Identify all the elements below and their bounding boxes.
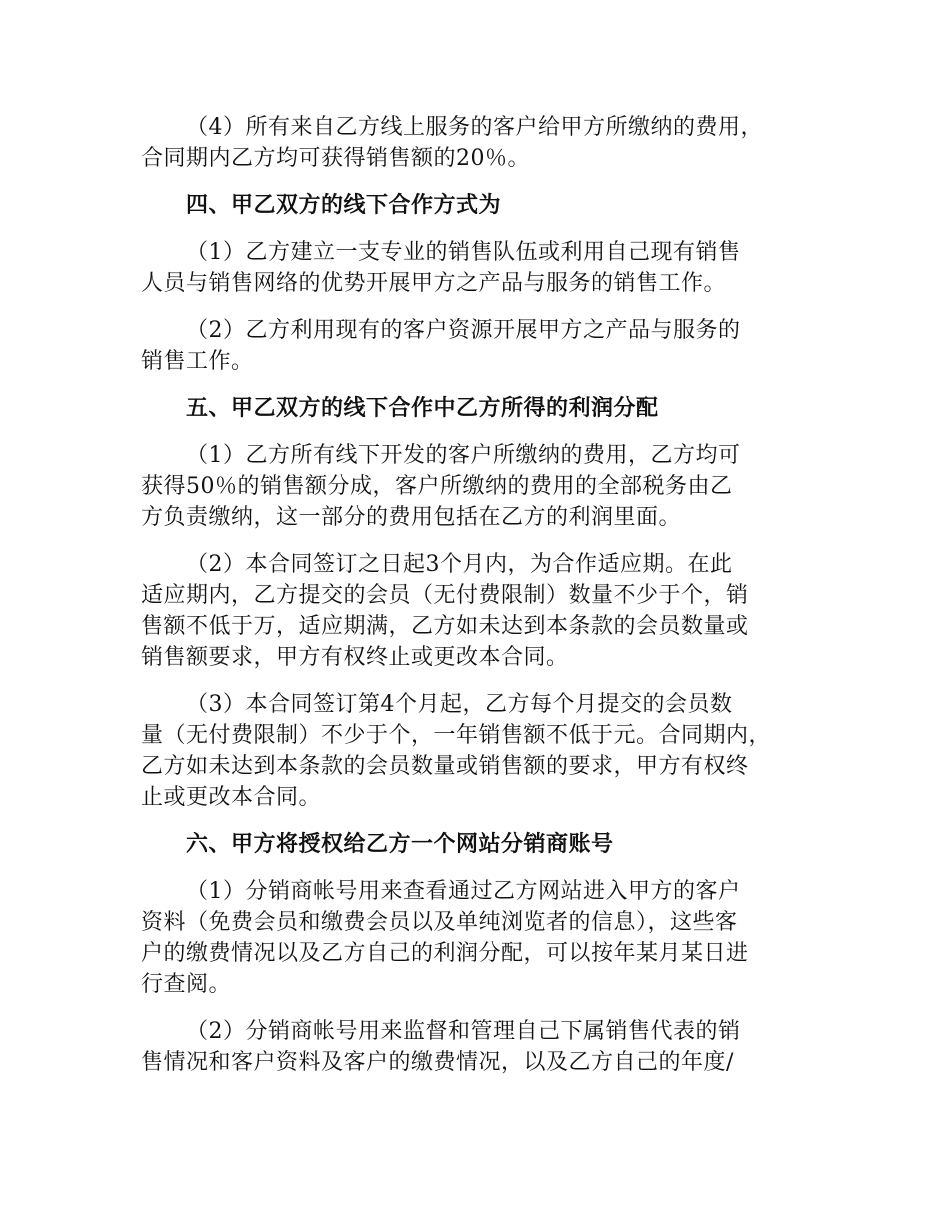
paragraph-account-1 xyxy=(141,876,831,1000)
text-line: 乙方如未达到本条款的会员数量或销售额的要求，甲方有权终 xyxy=(141,754,749,779)
text-line: 售情况和客户资料及客户的缴费情况，以及乙方自己的年度/ xyxy=(141,1050,734,1075)
paragraph-online-fee xyxy=(141,112,831,174)
text-line: 资料（免费会员和缴费会员以及单纯浏览者的信息），这些客 xyxy=(141,910,738,935)
text-line: 行查阅。 xyxy=(141,972,232,997)
section-heading-5: 五、甲乙双方的线下合作中乙方所得的利润分配 xyxy=(186,395,659,421)
paragraph-profit-3 xyxy=(141,689,831,813)
text-line: 销售额要求，甲方有权终止或更改本合同。 xyxy=(141,645,569,670)
text-line: 销售工作。 xyxy=(141,349,254,374)
text-line: 户的缴费情况以及乙方自己的利润分配，可以按年某月某日进 xyxy=(141,941,749,966)
text-line: 合同期内乙方均可获得销售额的20％。 xyxy=(141,146,530,171)
text-line: 售额不低于万，适应期满，乙方如未达到本条款的会员数量或 xyxy=(141,614,749,639)
text-line: 方负责缴纳，这一部分的费用包括在乙方的利润里面。 xyxy=(141,505,682,530)
paragraph-offline-2 xyxy=(141,315,831,377)
text-line: （2）本合同签订之日起3个月内，为合作适应期。在此 xyxy=(186,552,733,577)
text-line: 获得50％的销售额分成，客户所缴纳的费用的全部税务由乙 xyxy=(141,474,733,499)
paragraph-profit-2 xyxy=(141,549,831,673)
text-line: （3）本合同签订第4个月起，乙方每个月提交的会员数 xyxy=(186,692,733,717)
text-line: 人员与销售网络的优势开展甲方之产品与服务的销售工作。 xyxy=(141,271,727,296)
text-line: （2）乙方利用现有的客户资源开展甲方之产品与服务的 xyxy=(186,318,741,343)
text-line: （1）乙方所有线下开发的客户所缴纳的费用，乙方均可 xyxy=(186,443,741,468)
document-body xyxy=(141,112,831,1094)
section-heading-6: 六、甲方将授权给乙方一个网站分销商账号 xyxy=(186,831,614,857)
paragraph-account-2 xyxy=(141,1016,831,1078)
text-line: （1）乙方建立一支专业的销售队伍或利用自己现有销售 xyxy=(186,240,741,265)
text-line: 量（无付费限制）不少于个，一年销售额不低于元。合同期内， xyxy=(141,723,772,748)
text-line: （4）所有来自乙方线上服务的客户给甲方所缴纳的费用， xyxy=(186,115,763,140)
text-line: 止或更改本合同。 xyxy=(141,785,322,810)
text-line: （2）分销商帐号用来监督和管理自己下属销售代表的销 xyxy=(186,1019,741,1044)
text-line: 适应期内，乙方提交的会员（无付费限制）数量不少于个，销 xyxy=(141,583,749,608)
section-heading-4: 四、甲乙双方的线下合作方式为 xyxy=(186,192,502,218)
text-line: （1）分销商帐号用来查看通过乙方网站进入甲方的客户 xyxy=(186,879,741,904)
paragraph-offline-1 xyxy=(141,237,831,299)
paragraph-profit-1 xyxy=(141,440,831,533)
